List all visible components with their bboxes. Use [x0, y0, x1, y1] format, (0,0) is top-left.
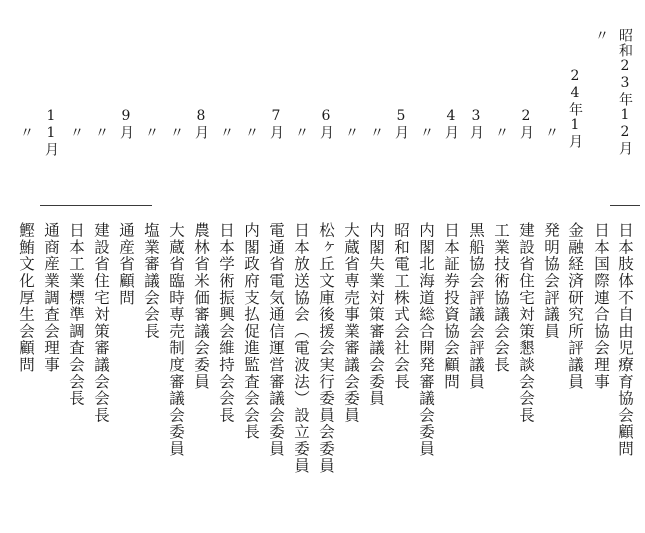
entry-date: 昭和23年12月	[617, 28, 633, 156]
entry-date: 8月	[193, 108, 209, 140]
column-entry	[213, 0, 238, 533]
entry-position: 内閣失業対策審議会委員	[367, 222, 385, 407]
entry-date: 〃	[493, 125, 509, 140]
entry-date: 〃	[343, 125, 359, 140]
column-entry	[263, 0, 288, 533]
column-entry	[612, 0, 637, 533]
entry-date: 〃	[93, 125, 109, 140]
entry-position: 日本肢体不自由児療育協会顧問	[616, 222, 634, 458]
entry-date: 〃	[143, 125, 159, 140]
entry-date: 〃	[68, 125, 84, 140]
entry-position: 松ヶ丘文庫後援会実行委員会委員	[317, 222, 335, 474]
column-entry	[238, 0, 263, 533]
entry-position: 農林省米価審議会委員	[192, 222, 210, 390]
entry-position: 大蔵省専売事業審議会委員	[342, 222, 360, 424]
column-entry	[588, 0, 613, 533]
entry-position: 日本学術振興会維持会会長	[217, 222, 235, 424]
entry-position: 黒船協会評議会評議員	[467, 222, 485, 390]
entry-position: 昭和電工株式会社会長	[392, 222, 410, 390]
entry-position: 日本工業標準調査会会長	[67, 222, 85, 407]
column-entry	[288, 0, 313, 533]
entry-position: 工業技術協議会会長	[492, 222, 510, 374]
column-entry	[113, 0, 138, 533]
entry-position: 建設省住宅対策審議会会長	[92, 222, 110, 424]
column-entry	[338, 0, 363, 533]
entry-position: 電通省電気通信運営審議会委員	[267, 222, 285, 458]
column-entry	[63, 0, 88, 533]
column-entry	[538, 0, 563, 533]
entry-position: 通商産業調査会理事	[42, 222, 60, 374]
entry-position: 金融経済研究所評議員	[566, 222, 584, 390]
entry-date: 〃	[218, 125, 234, 140]
entry-position: 日本放送協会（電波法）設立委員	[292, 222, 310, 474]
entry-date: 11月	[43, 108, 59, 157]
entry-date: 〃	[18, 125, 34, 140]
column-entry	[562, 0, 587, 533]
entry-position: 発明協会評議員	[542, 222, 560, 340]
entry-date: 4月	[443, 108, 459, 140]
column-entry	[388, 0, 413, 533]
entry-date: 7月	[268, 108, 284, 140]
column-entry	[313, 0, 338, 533]
entry-position: 日本証券投資協会顧問	[442, 222, 460, 390]
entry-position: 鰹鮪文化厚生会顧問	[17, 222, 35, 374]
column-entry	[38, 0, 63, 533]
entry-date: 3月	[468, 108, 484, 140]
entry-date: 24年1月	[567, 68, 583, 149]
entry-date: 〃	[418, 125, 434, 140]
entry-position: 大蔵省臨時専売制度審議会委員	[167, 222, 185, 458]
entry-position: 通産省顧問	[117, 222, 135, 306]
entry-position: 塩業審議会会長	[142, 222, 160, 340]
column-entry	[13, 0, 38, 533]
entry-date: 5月	[393, 108, 409, 140]
column-entry	[363, 0, 388, 533]
entry-date: 〃	[243, 125, 259, 140]
column-entry	[488, 0, 513, 533]
column-entry	[463, 0, 488, 533]
entry-date: 2月	[518, 108, 534, 140]
entry-date: 〃	[368, 125, 384, 140]
entry-date: 〃	[593, 28, 609, 43]
entry-position: 内閣北海道総合開発審議会委員	[417, 222, 435, 458]
column-entry	[413, 0, 438, 533]
column-entry	[188, 0, 213, 533]
entry-date: 9月	[118, 108, 134, 140]
entry-position: 建設省住宅対策懇談会会長	[517, 222, 535, 424]
entry-position: 日本国際連合協会理事	[592, 222, 610, 390]
column-entry	[163, 0, 188, 533]
entry-date: 〃	[543, 125, 559, 140]
entry-date: 〃	[293, 125, 309, 140]
entry-date: 6月	[318, 108, 334, 140]
entry-date: 〃	[168, 125, 184, 140]
entry-position: 内閣政府支払促進監査会会長	[242, 222, 260, 441]
column-entry	[513, 0, 538, 533]
column-entry	[138, 0, 163, 533]
column-entry	[88, 0, 113, 533]
column-entry	[438, 0, 463, 533]
